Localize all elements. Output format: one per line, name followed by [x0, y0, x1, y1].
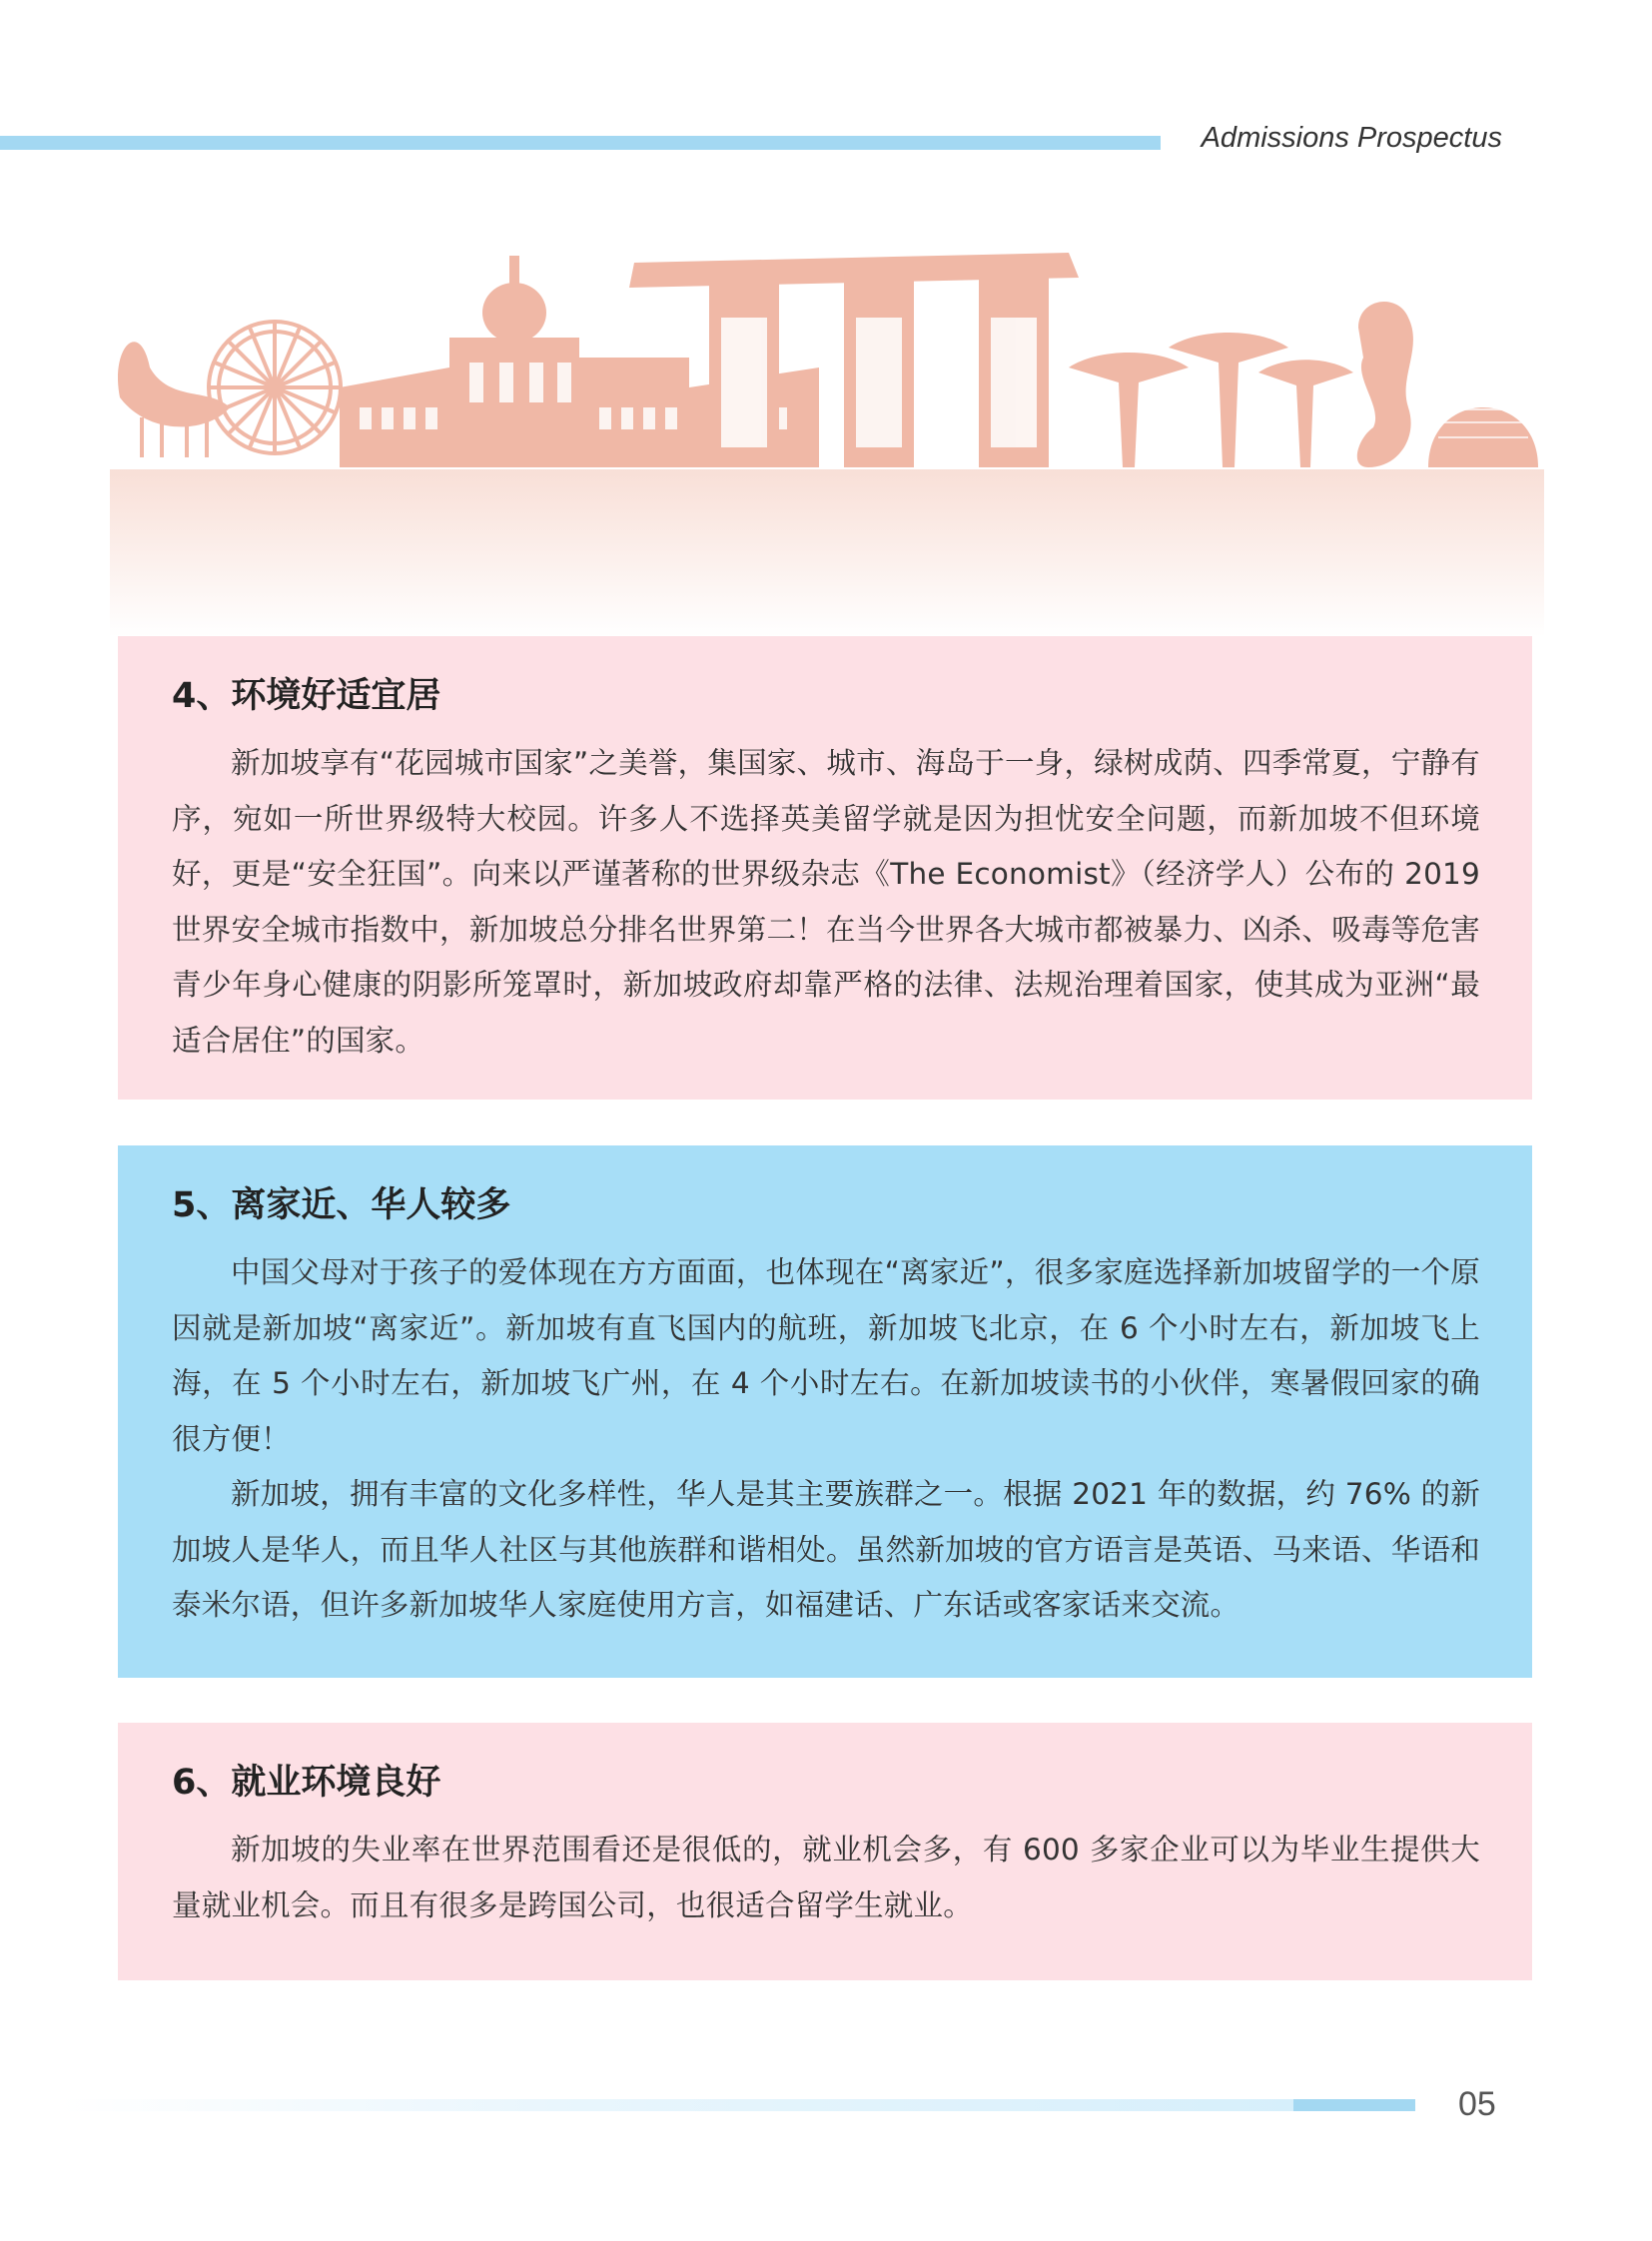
header-title: Admissions Prospectus	[1201, 122, 1502, 154]
section-title: 4、环境好适宜居	[172, 676, 441, 716]
section-paragraph: 新加坡，拥有丰富的文化多样性，华人是其主要族群之一。根据 2021 年的数据，约 76% 的新加坡人是华人，而且华人社区与其他族群和谐相处。虽然新加坡的官方语言是英语、马来语、华语和泰米尔语，但许多新加坡华人家庭使用方言，如福建话、广东话或客家话来交流。	[172, 1477, 1480, 1622]
section-paragraph: 新加坡享有“花园城市国家”之美誉，集国家、城市、海岛于一身，绿树成荫、四季常夏，宁静有序，宛如一所世界级特大校园。许多人不选择英美留学就是因为担忧安全问题，而新加坡不但环境好，更是“安全狂国”。向来以严谨著称的世界级杂志《The Economist》（经济学人）公布的 2019 世界安全城市指数中，新加坡总分排名世界第二！在当今世界各大城市都被暴力、凶杀、吸毒等危害青少年身心健康的阴影所笼罩时，新加坡政府却靠严格的法律、法规治理着国家，使其成为亚洲“最适合居住”的国家。	[172, 746, 1480, 1058]
header-accent-bar	[0, 136, 1161, 150]
skyline-reflection	[110, 469, 1544, 637]
section-close-to-home	[118, 1145, 1532, 1678]
section-employment	[118, 1723, 1532, 1980]
footer-accent-bar-dark	[1293, 2099, 1415, 2111]
section-paragraph: 新加坡的失业率在世界范围看还是很低的，就业机会多，有 600 多家企业可以为毕业生提供大量就业机会。而且有很多是跨国公司，也很适合留学生就业。	[172, 1833, 1480, 1922]
footer-accent-bar	[60, 2099, 1298, 2111]
section-title: 5、离家近、华人较多	[172, 1185, 511, 1225]
page-number: 05	[1458, 2085, 1496, 2123]
ferris-wheel-icon	[209, 322, 341, 453]
skyline-illustration	[110, 238, 1544, 637]
section-paragraph: 中国父母对于孩子的爱体现在方方面面，也体现在“离家近”，很多家庭选择新加坡留学的一个原因就是新加坡“离家近”。新加坡有直飞国内的航班，新加坡飞北京，在 6 个小时左右，新加坡飞上海，在 5 个小时左右，新加坡飞广州，在 4 个小时左右。在新加坡读书的小伙伴，寒暑假回家的确很方便！	[172, 1255, 1480, 1456]
section-title: 6、就业环境良好	[172, 1763, 441, 1803]
supertree-icon	[1069, 333, 1353, 467]
merlion-icon	[1357, 302, 1413, 467]
section-livable-environment	[118, 636, 1532, 1100]
